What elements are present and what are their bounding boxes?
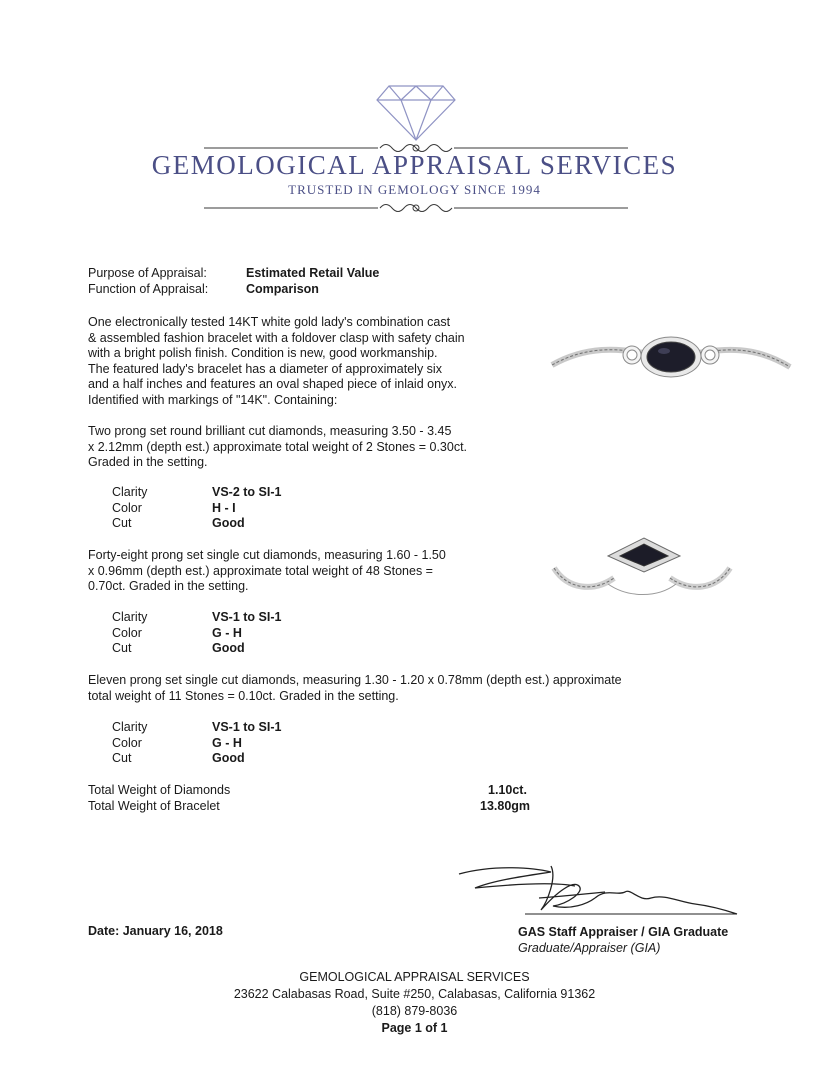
description-line: and a half inches and features an oval shaped piece of inlaid onyx. [88, 377, 458, 391]
bracelet-photo-top [548, 325, 794, 393]
appraisal-date: Date: January 16, 2018 [88, 924, 223, 938]
total-bracelet-value: 13.80gm [480, 798, 531, 813]
description-line: Identified with markings of "14K". Containing: [88, 392, 338, 407]
footer-company: GEMOLOGICAL APPRAISAL SERVICES [299, 970, 530, 984]
total-diamonds-label: Total Weight of Diamonds [88, 783, 231, 797]
grade-value-clarity: VS-1 to SI-1 [212, 610, 282, 624]
grade-label-clarity: Clarity [112, 720, 148, 734]
appraiser-title: GAS Staff Appraiser / GIA Graduate [518, 925, 729, 939]
purpose-label: Purpose of Appraisal: [88, 266, 207, 280]
page-number: Page 1 of 1 [381, 1021, 448, 1035]
function-value: Comparison [246, 282, 319, 296]
company-tagline: TRUSTED IN GEMOLOGY SINCE 1994 [288, 182, 541, 197]
purpose-value: Estimated Retail Value [246, 266, 380, 280]
grade-value-clarity: VS-2 to SI-1 [212, 485, 282, 499]
grade-value-cut: Good [212, 516, 245, 530]
stone-description-line: x 2.12mm (depth est.) approximate total weight of 2 Stones = 0.30ct. [88, 439, 468, 454]
grade-label-clarity: Clarity [112, 485, 148, 499]
grade-value-color: G - H [212, 735, 242, 750]
description-line: One electronically tested 14KT white gold lady's combination cast [88, 315, 451, 329]
stone-description-line: Graded in the setting. [88, 455, 208, 469]
grade-label-color: Color [112, 500, 142, 515]
diamond-logo-icon [375, 84, 457, 142]
grade-value-color: G - H [212, 625, 242, 640]
grade-value-cut: Good [212, 751, 245, 765]
grade-value-clarity: VS-1 to SI-1 [212, 720, 282, 734]
footer-address: 23622 Calabasas Road, Suite #250, Calabasas, California 91362 [233, 987, 596, 1001]
description-line: with a bright polish finish. Condition is new, good workmanship. [88, 346, 438, 360]
grade-value-cut: Good [212, 641, 245, 655]
bracelet-photo-side [548, 532, 736, 600]
company-logo-title: GEMOLOGICAL APPRAISAL SERVICES [151, 150, 678, 180]
grade-label-color: Color [112, 735, 142, 750]
grade-label-color: Color [112, 625, 142, 640]
appraiser-subtitle: Graduate/Appraiser (GIA) [518, 941, 661, 955]
stone-description-line: Eleven prong set single cut diamonds, measuring 1.30 - 1.20 x 0.78mm (depth est.) approximate [88, 673, 622, 687]
grade-label-cut: Cut [112, 751, 132, 765]
grade-label-clarity: Clarity [112, 610, 148, 624]
grade-label-cut: Cut [112, 641, 132, 655]
function-label: Function of Appraisal: [88, 282, 209, 296]
stone-description-line: 0.70ct. Graded in the setting. [88, 579, 249, 593]
description-line: & assembled fashion bracelet with a foldover clasp with safety chain [88, 330, 465, 345]
stone-description-line: x 0.96mm (depth est.) approximate total weight of 48 Stones = [88, 563, 433, 578]
scroll-ornament-icon [204, 200, 628, 216]
grade-value-color: H - I [212, 500, 236, 515]
total-diamonds-value: 1.10ct. [488, 783, 527, 797]
total-bracelet-label: Total Weight of Bracelet [88, 798, 220, 813]
stone-description-line: Two prong set round brilliant cut diamonds, measuring 3.50 - 3.45 [88, 424, 452, 438]
stone-description-line: Forty-eight prong set single cut diamonds, measuring 1.60 - 1.50 [88, 548, 446, 562]
description-line: The featured lady's bracelet has a diameter of approximately six [88, 361, 442, 376]
grade-label-cut: Cut [112, 516, 132, 530]
stone-description-line: total weight of 11 Stones = 0.10ct. Graded in the setting. [88, 688, 399, 703]
footer-phone: (818) 879-8036 [371, 1004, 458, 1018]
signature-image [455, 858, 745, 920]
